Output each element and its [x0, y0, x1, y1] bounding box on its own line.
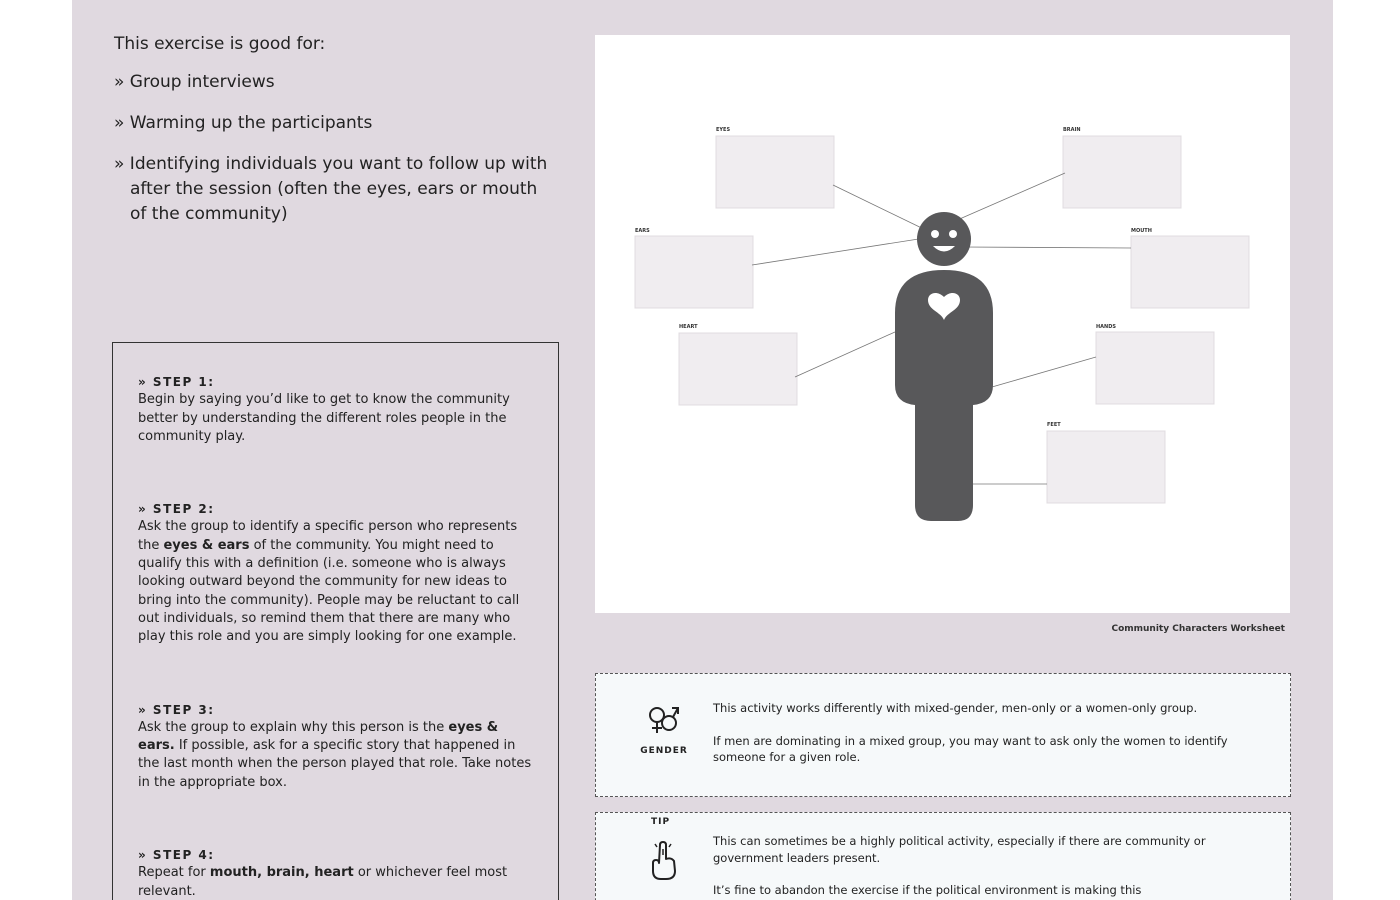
step-3-bold: eyes & ears. [138, 719, 499, 754]
step-1 [138, 373, 536, 446]
step-4-body-a: Repeat for [138, 865, 210, 881]
feet-label: FEET [1047, 422, 1061, 428]
mouth-box [1131, 236, 1249, 308]
ears-box [635, 236, 753, 308]
tip-text [713, 833, 1273, 900]
worksheet-diagram [595, 35, 1290, 613]
gender-text-1: This activity works differently with mixed-gender, men-only or a women-only group. [713, 701, 1198, 715]
step-2-body-b: of the community. You might need to qualify this with a definition (i.e. someone who is always looking outward beyond the community for new ideas to bring into the community). People may be reluctant to call out individuals, so remind them that there are many who play this role and you are simply looking for one example. [138, 537, 520, 645]
step-4 [138, 846, 536, 900]
tip-text-2: It’s fine to abandon the exercise if the political environment is making this [713, 883, 1142, 897]
step-4-bold: mouth, brain, heart [209, 865, 354, 881]
mouth-label: MOUTH [1131, 228, 1152, 234]
steps-box [112, 342, 559, 900]
step-2-bold: eyes & ears [163, 537, 250, 553]
step-4-text [138, 864, 536, 900]
step-4-title: » STEP 4: [138, 848, 215, 863]
tip-box [595, 812, 1291, 900]
step-2 [138, 500, 536, 646]
feet-box [1047, 431, 1165, 503]
gender-symbols-icon [647, 704, 681, 738]
step-2-body-a: Ask the group to identify a specific person who represents the [138, 519, 518, 553]
step-1-text [138, 391, 536, 446]
step-3-body-a: Ask the group to explain why this person is the [138, 719, 449, 735]
worksheet-caption: Community Characters Worksheet [1111, 624, 1285, 634]
ears-label: EARS [635, 228, 650, 234]
step-3-text [138, 719, 536, 792]
heart-box [679, 333, 797, 405]
heart-label: HEART [679, 324, 698, 330]
eyes-box [716, 136, 834, 208]
tip-text-1: This can sometimes be a highly political activity, especially if there are community or government leaders present. [713, 834, 1206, 865]
intro-bullet: » Identifying individuals you want to follow up with after the session (often the eyes, ears or mouth of the community) [114, 154, 548, 224]
tip-icon-col [624, 841, 704, 885]
raised-finger-hand-icon [647, 841, 681, 881]
step-2-title: » STEP 2: [138, 502, 215, 517]
step-4-body-b: or whichever feel most relevant. [138, 865, 508, 899]
gender-box [595, 673, 1291, 797]
hands-label: HANDS [1096, 324, 1116, 330]
tip-label: TIP [651, 817, 671, 827]
intro-bullet: » Group interviews [114, 72, 275, 92]
step-1-title: » STEP 1: [138, 375, 215, 389]
document-page [72, 0, 1333, 900]
eyes-label: EYES [716, 127, 731, 133]
gender-label: GENDER [640, 746, 688, 756]
step-2-text [138, 518, 536, 646]
community-characters-worksheet [595, 35, 1290, 613]
gender-text-2: If men are dominating in a mixed group, you may want to ask only the women to identify someone for a given role. [713, 733, 1228, 764]
brain-label: BRAIN [1063, 127, 1081, 133]
hands-box [1096, 332, 1214, 404]
step-3-title: » STEP 3: [138, 702, 215, 717]
step-3 [138, 701, 536, 792]
step-3-body-b: If possible, ask for a specific story that happened in the last month when the person played that role. Take notes in the appropriate box. [138, 738, 532, 790]
intro-bullet-list [114, 70, 554, 227]
brain-box [1063, 136, 1181, 208]
person-figure-icon [895, 212, 993, 521]
step-1-body: Begin by saying you’d like to get to know the community better by understanding the different roles people in the community play. [138, 392, 510, 444]
intro-bullet: » Warming up the participants [114, 113, 373, 133]
intro-heading: This exercise is good for: [114, 34, 326, 54]
gender-text [713, 700, 1273, 782]
intro-section [114, 34, 554, 243]
gender-icon-col [624, 704, 704, 756]
